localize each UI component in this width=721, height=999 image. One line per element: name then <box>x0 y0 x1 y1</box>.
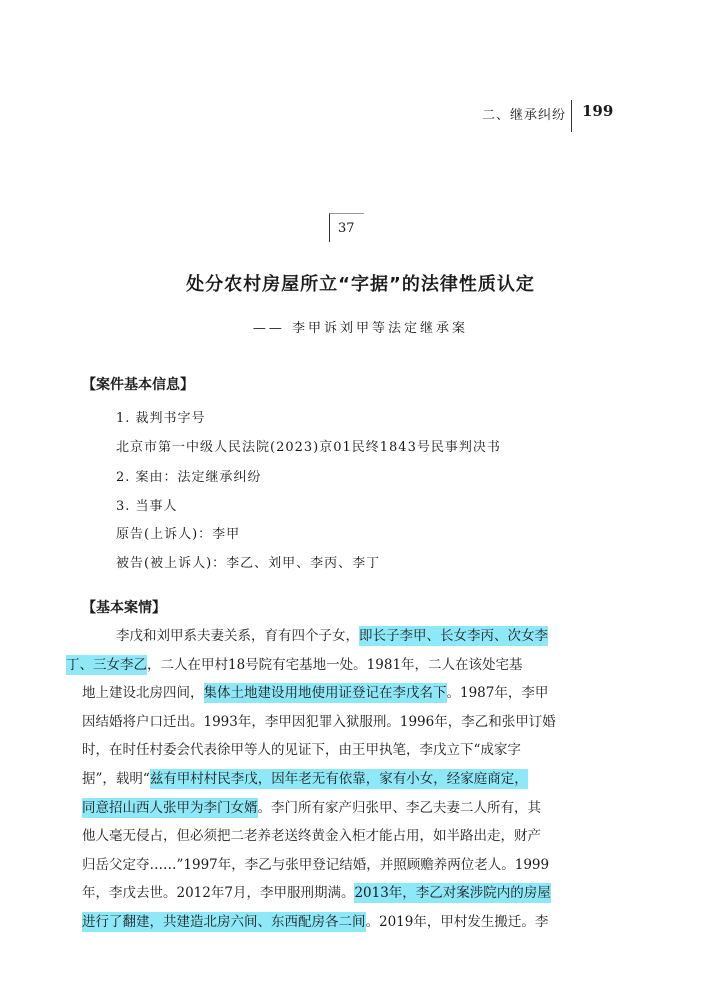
paragraph-line <box>82 767 528 791</box>
page-number: 199 <box>582 102 614 120</box>
highlighted-text: 2013年，李乙对案涉院内的房屋 <box>354 885 551 902</box>
paragraph-line <box>82 738 521 762</box>
section-heading-case-facts: 【基本案情】 <box>82 600 166 616</box>
paragraph-text: 他人毫无侵占，但必须把二老养老送终黄金入柜才能占用，如半路出走，财产 <box>82 828 541 845</box>
case-facts-paragraph <box>66 624 622 930</box>
section-heading-basic-info: 【案件基本信息】 <box>82 377 194 393</box>
highlighted-text: 集体土地建设用地使用证登记在李戊名下 <box>203 685 447 702</box>
paragraph-line <box>82 853 549 877</box>
info-line: 被告(被上诉人)：李乙、刘甲、李丙、李丁 <box>116 556 381 571</box>
info-line: 3. 当事人 <box>116 499 178 514</box>
paragraph-line <box>82 710 556 734</box>
paragraph-text: 据”，载明“ <box>82 771 150 787</box>
info-line: 原告(上诉人)：李甲 <box>116 527 241 542</box>
highlighted-text: 同意招山西人张甲为李门女婿 <box>82 799 258 816</box>
paragraph-line <box>116 624 548 648</box>
highlighted-text: 兹有甲村村民李戊，因年老无有依靠，家有小女，经家庭商定， <box>149 771 528 787</box>
paragraph-text: 。2019年，甲村发生搬迁。李 <box>365 914 549 930</box>
paragraph-text: 归岳父定夺……”1997年，李乙与张甲登记结婚，并照顾赡养两位老人。1999 <box>82 856 550 873</box>
paragraph-line <box>82 881 551 905</box>
paragraph-text: 李戊和刘甲系夫妻关系，育有四个子女， <box>116 628 359 644</box>
paragraph-line <box>82 796 541 820</box>
paragraph-line <box>82 824 541 848</box>
header-divider <box>571 100 572 132</box>
header-section-title: 二、继承纠纷 <box>481 108 566 123</box>
paragraph-text: 。1987年，李甲 <box>446 685 549 702</box>
paragraph-text: 年，李戊去世。2012年7月，李甲服刑期满。 <box>82 885 355 902</box>
paragraph-text: 地上建设北房四间， <box>82 685 204 702</box>
highlighted-text: 进行了翻建，共建造北房六间、东西配房各二间 <box>82 914 366 930</box>
highlighted-text: 即长子李甲、长女李丙、次女李 <box>359 628 548 644</box>
running-header <box>0 100 721 130</box>
info-line: 2. 案由：法定继承纠纷 <box>116 470 262 485</box>
info-line: 北京市第一中级人民法院(2023)京01民终1843号民事判决书 <box>116 440 501 455</box>
paragraph-text: 因结婚将户口迁出。1993年，李甲因犯罪入狱服刑。1996年，李乙和张甲订婚 <box>82 713 556 730</box>
article-title: 处分农村房屋所立“字据”的法律性质认定 <box>186 274 535 295</box>
highlighted-text: 丁、三女李乙 <box>66 656 147 673</box>
paragraph-text: ，二人在甲村18号院有宅基地一处。1981年，二人在该处宅基 <box>147 656 523 673</box>
paragraph-line <box>66 653 523 677</box>
paragraph-line <box>82 681 548 705</box>
case-number-box <box>329 213 364 242</box>
info-line: 1. 裁判书字号 <box>116 411 206 426</box>
paragraph-text: 。李门所有家产归张甲、李乙夫妻二人所有，其 <box>257 799 541 816</box>
paragraph-line <box>82 910 548 934</box>
article-subtitle: —— 李甲诉刘甲等法定继承案 <box>252 321 469 336</box>
case-number: 37 <box>338 221 355 236</box>
paragraph-text: 时，在时任村委会代表徐甲等人的见证下，由王甲执笔，李戊立下“成家字 <box>82 742 521 759</box>
